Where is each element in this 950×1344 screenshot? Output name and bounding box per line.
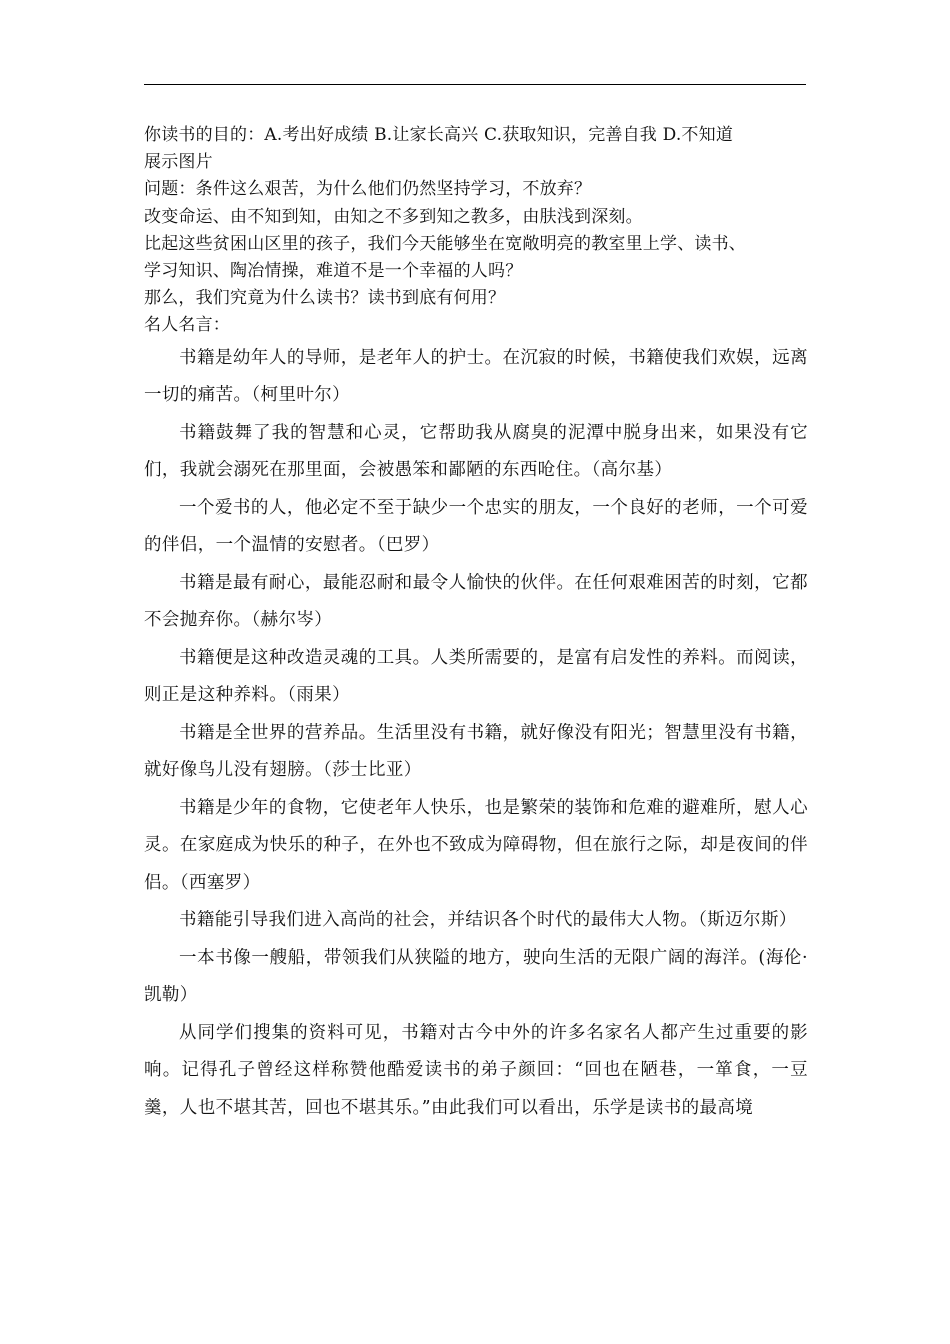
show-image-line: 展示图片	[144, 152, 213, 173]
question-hardship: 问题：条件这么艰苦，为什么他们仍然坚持学习，不放弃？	[144, 179, 592, 200]
why-read-line: 那么，我们究竟为什么读书？读书到底有何用？	[144, 288, 506, 309]
answer-line: 改变命运、由不知到知，由知之不多到知之教多，由肤浅到深刻。	[144, 206, 643, 227]
quote-paragraph: 一本书像一艘船，带领我们从狭隘的地方，驶向生活的无限广阔的海洋。(海伦·凯勒）	[144, 947, 808, 1006]
document-body	[144, 122, 808, 1127]
quotes-list	[144, 340, 808, 1128]
quote-paragraph: 一个爱书的人，他必定不至于缺少一个忠实的朋友，一个良好的老师，一个可爱的伴侣，一个温情的安慰者。（巴罗）	[144, 497, 808, 556]
quote-paragraph: 书籍是全世界的营养品。生活里没有书籍，就好像没有阳光；智慧里没有书籍，就好像鸟儿没有翅膀。（莎士比亚）	[144, 722, 808, 781]
quote-paragraph: 书籍能引导我们进入高尚的社会，并结识各个时代的最伟大人物。（斯迈尔斯）	[179, 910, 797, 931]
quote-paragraph: 书籍是最有耐心，最能忍耐和最令人愉快的伙伴。在任何艰难困苦的时刻，它都不会抛弃你。（赫尔岑）	[144, 572, 808, 631]
quote-paragraph: 书籍是少年的食物，它使老年人快乐，也是繁荣的装饰和危难的避难所，慰人心灵。在家庭成为快乐的种子，在外也不致成为障碍物，但在旅行之际，却是夜间的伴侣。（西塞罗）	[144, 797, 808, 893]
comparison-line-2: 学习知识、陶冶情操，难道不是一个幸福的人吗？	[144, 261, 523, 282]
comparison-line-1: 比起这些贫困山区里的孩子，我们今天能够坐在宽敞明亮的教室里上学、读书、	[144, 233, 746, 254]
quote-paragraph: 书籍便是这种改造灵魂的工具。人类所需要的，是富有启发性的养料。而阅读，则正是这种养料。（雨果）	[144, 647, 808, 706]
quote-paragraph: 书籍鼓舞了我的智慧和心灵，它帮助我从腐臭的泥潭中脱身出来，如果没有它们，我就会溺死在那里面，会被愚笨和鄙陋的东西呛住。（高尔基）	[144, 422, 808, 481]
header-rule	[144, 84, 806, 85]
quotes-heading: 名人名言：	[144, 315, 230, 336]
quote-paragraph: 书籍是幼年人的导师，是老年人的护士。在沉寂的时候，书籍使我们欢娱，远离一切的痛苦。（柯里叶尔）	[144, 347, 808, 406]
conclusion-paragraph: 从同学们搜集的资料可见，书籍对古今中外的许多名家名人都产生过重要的影响。记得孔子曾经这样称赞他酷爱读书的弟子颜回：“回也在陋巷，一箪食，一豆羹，人也不堪其苦，回也不堪其乐。”由此我们可以看出，乐学是读书的最高境	[144, 1022, 808, 1118]
question-line: 你读书的目的：A.考出好成绩 B.让家长高兴 C.获取知识，完善自我 D.不知道	[144, 125, 734, 145]
